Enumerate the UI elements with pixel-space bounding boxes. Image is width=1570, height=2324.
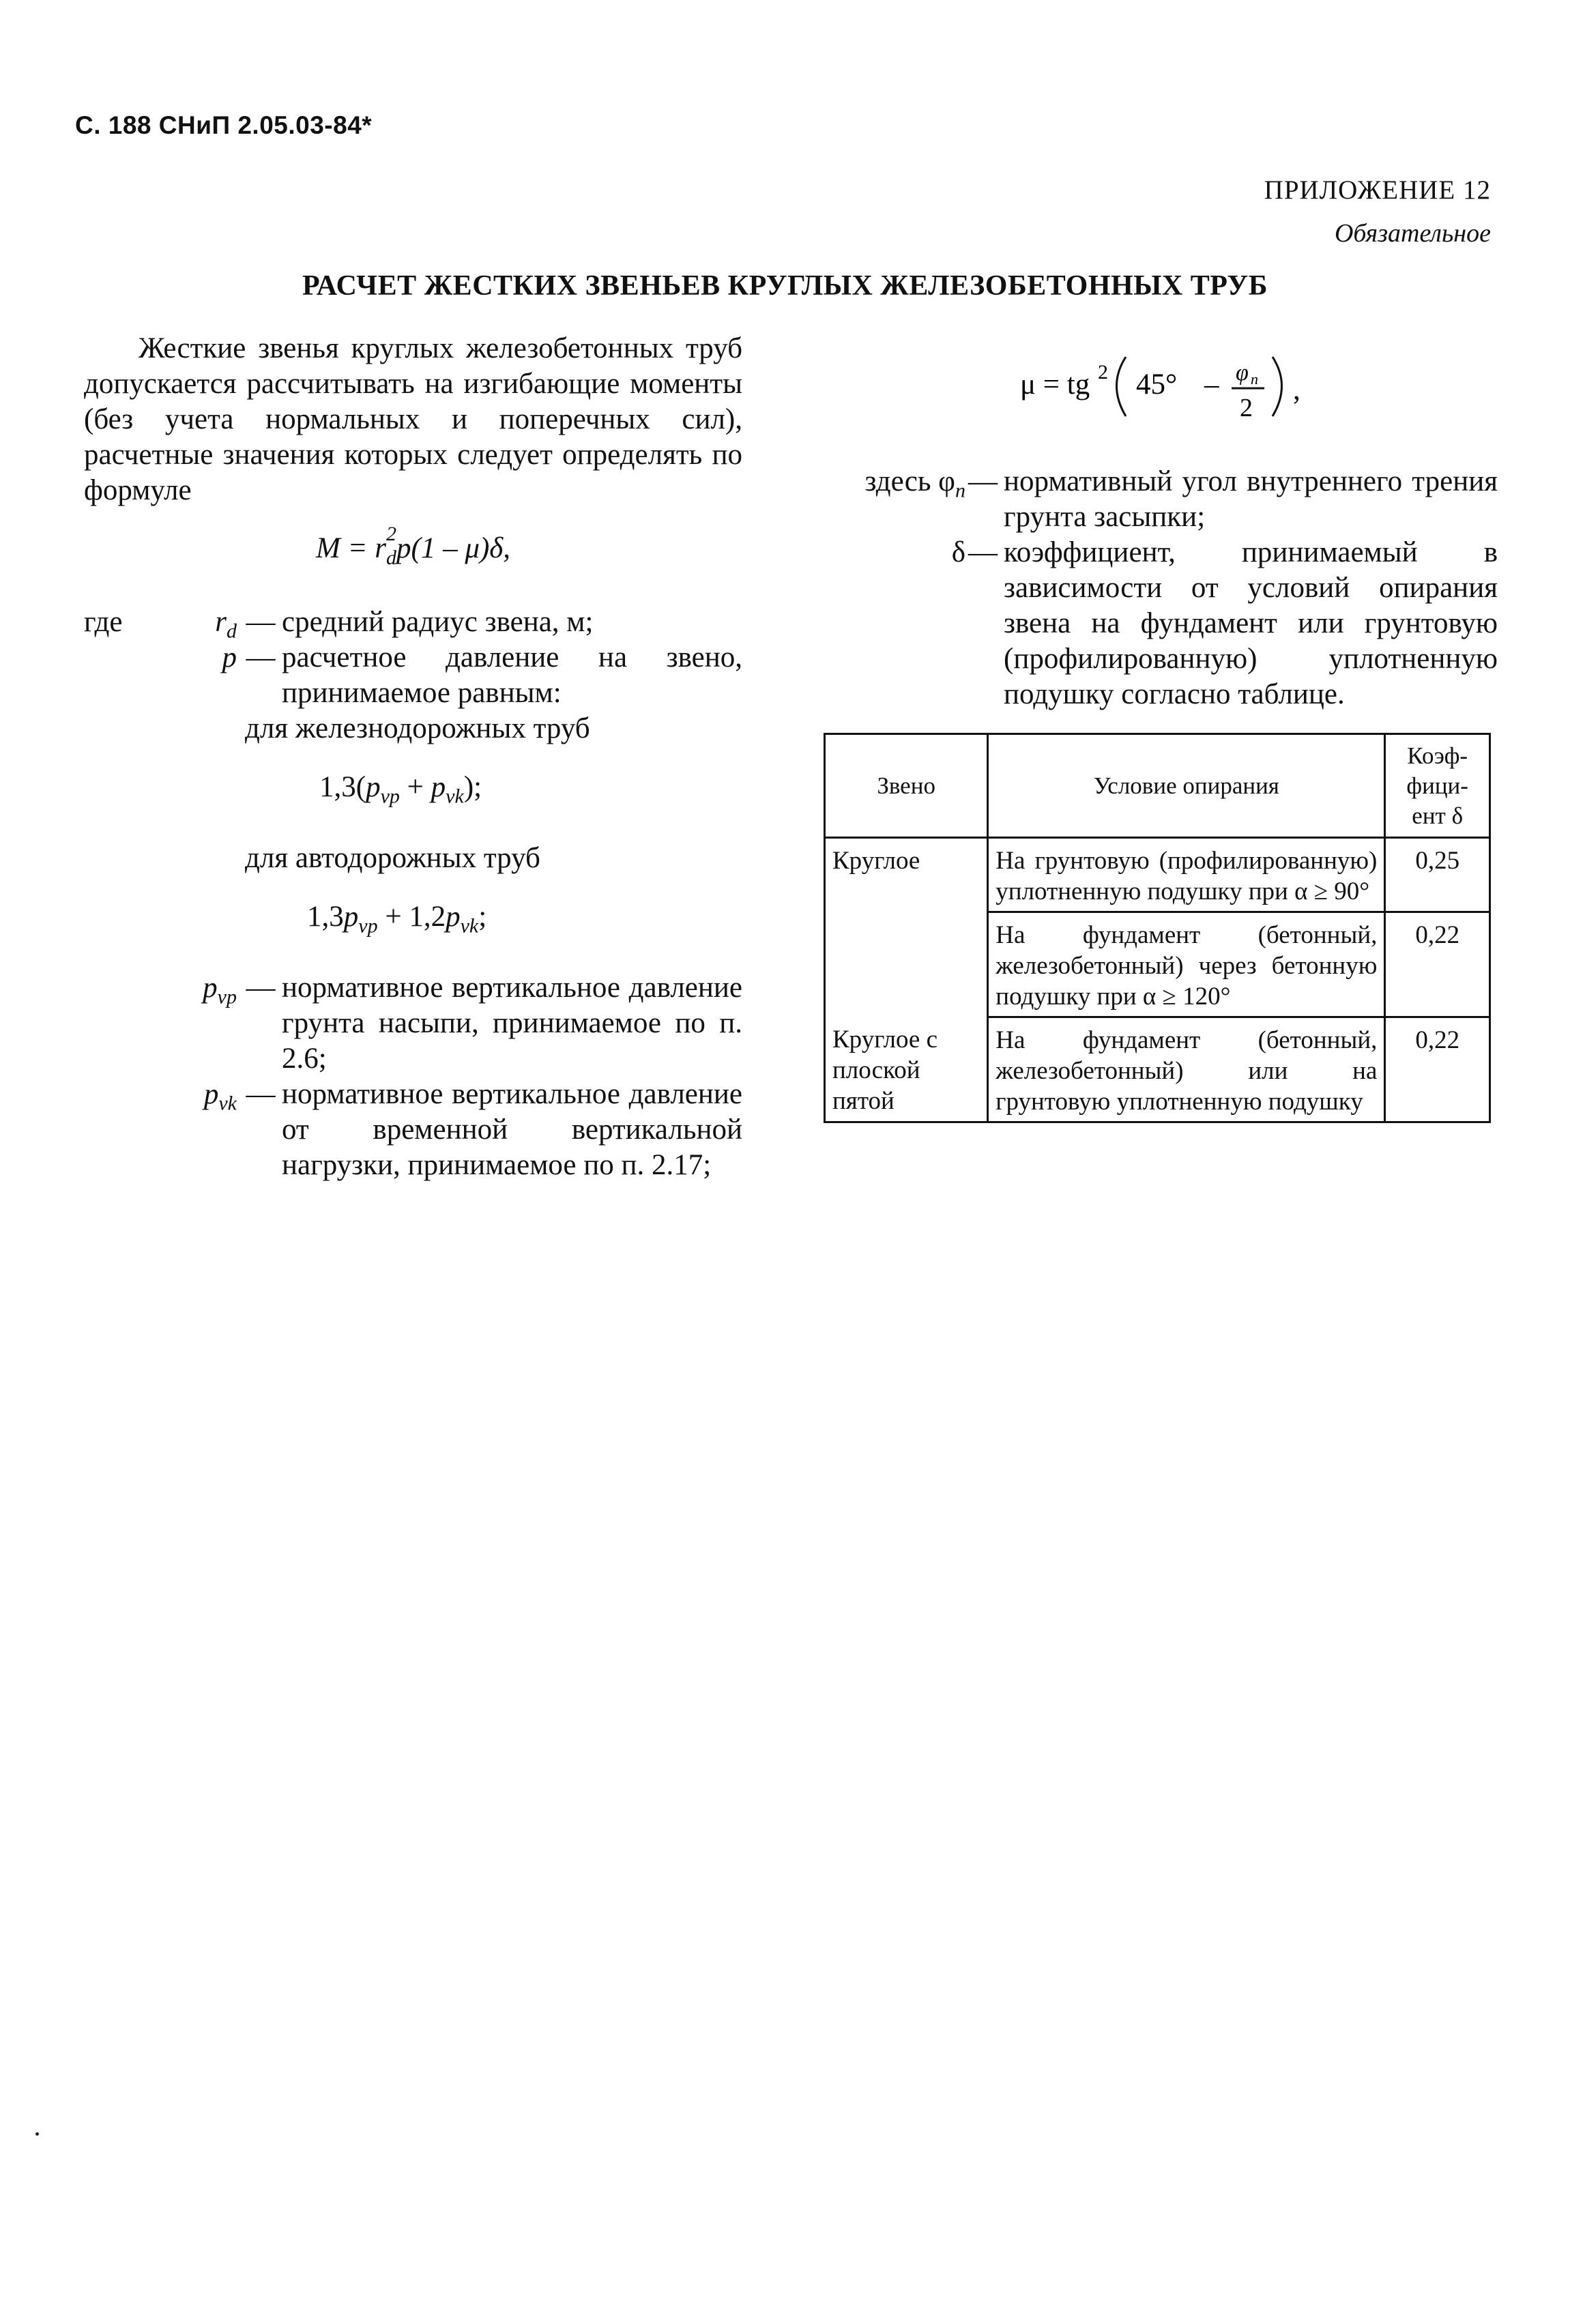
formula-m-sup: 2 (386, 522, 397, 545)
def-phi: здесь $\varphi_n$ — нормативный угол внутреннего трения грунта засыпки; (822, 464, 1498, 535)
formula-m-lhs: M = r (315, 532, 387, 564)
formula-m-sub: 2 d (386, 542, 396, 570)
svg-text:–: – (1204, 368, 1219, 401)
right-paren (1273, 357, 1282, 416)
def-pvk-symbol: $p_{vk}$ (203, 1078, 237, 1115)
header-condition: Условие опирания (988, 734, 1385, 838)
def-phi-text: нормативный угол внутреннего трения грунта засыпки; (1004, 465, 1498, 533)
def-p-symbol: p (222, 641, 237, 673)
rail-formula: $1,3(p_{vp} + p_{vk})$; (319, 771, 482, 808)
def-p-text: расчетное давление на звено, принимаемое равным: (282, 641, 742, 709)
cell-link: Круглое с плоской пятой (825, 1017, 988, 1122)
road-label: для автодорожных труб (245, 842, 540, 874)
page-title: РАСЧЕТ ЖЕСТКИХ ЗВЕНЬЕВ КРУГЛЫХ ЖЕЛЕЗОБЕТОННЫХ ТРУБ (302, 270, 1268, 302)
road-formula: $1,3p_{vp} + 1,2p_{vk}$; (307, 901, 487, 938)
def-rd-text: средний радиус звена, м; (282, 606, 594, 638)
def-pvp: $p_{vp}$ — нормативное вертикальное давление грунта насыпи, принимаемое по п. 2.6; (84, 970, 742, 1077)
rail-label: для железнодорожных труб (245, 712, 590, 744)
appendix-label: ПРИЛОЖЕНИЕ 12 (1264, 175, 1491, 205)
scan-speck (35, 2132, 39, 2136)
cell-condition: На фундамент (бетонный, железобетонный) или на грунтовую уплотненную подушку (988, 1017, 1385, 1122)
def-rd: где $r_d$ — средний радиус звена, м; (84, 605, 742, 650)
def-delta-text: коэффициент, принимаемый в зависимости от условий опирания звена на фундамент или грунтовую (профилированную) уплотненную подушку согласно таблице. (1004, 536, 1498, 710)
def-delta-label: δ (951, 536, 965, 568)
table-row (825, 838, 1490, 912)
svg-text:μ = tg: μ = tg (1020, 368, 1090, 401)
formula-m-rhs: p(1 – μ)δ, (396, 532, 511, 564)
left-paren (1117, 357, 1126, 416)
def-rd-symbol: $r_d$ (215, 606, 237, 643)
svg-text:φ: φ (1236, 360, 1249, 386)
svg-text:,: , (1293, 374, 1300, 406)
table-header-row (825, 734, 1490, 838)
header-link: Звено (825, 734, 988, 838)
page-header: С. 188 СНиП 2.05.03-84* (75, 111, 373, 139)
cell-coef: 0,22 (1385, 912, 1490, 1017)
def-pvk: $p_{vk}$ — нормативное вертикальное давление от временной вертикальной нагрузки, принимаемое по п. 2.17; (84, 1077, 742, 1183)
svg-text:45°: 45° (1136, 368, 1178, 401)
cell-link (825, 912, 988, 1017)
table-row (825, 912, 1490, 1017)
def-pvp-text: нормативное вертикальное давление грунта насыпи, принимаемое по п. 2.6; (282, 972, 742, 1075)
moment-formula (84, 522, 742, 576)
coefficient-table (824, 733, 1491, 1123)
svg-text:2: 2 (1098, 361, 1108, 383)
cell-coef: 0,22 (1385, 1017, 1490, 1122)
cell-link: Круглое (825, 838, 988, 912)
def-pvp-symbol: $p_{vp}$ (203, 972, 237, 1008)
cell-condition: На фундамент (бетонный, железобетонный) через бетонную подушку при α ≥ 120° (988, 912, 1385, 1017)
where-label: где (84, 606, 123, 638)
cell-coef: 0,25 (1385, 838, 1490, 912)
intro-paragraph: Жесткие звенья круглых железобетонных труб допускается рассчитывать на изгибающие моменты (без учета нормальных и поперечных сил), расчетные значения которых следует определять по формуле (84, 332, 742, 506)
svg-text:2: 2 (1240, 394, 1253, 422)
def-pvk-text: нормативное вертикальное давление от временной вертикальной нагрузки, принимаемое по п. 2.17; (282, 1078, 742, 1181)
header-coef: Коэф- фици- ент δ (1385, 734, 1490, 838)
mu-formula (822, 345, 1498, 426)
table-row (825, 1017, 1490, 1122)
def-p: p — расчетное давление на звено, принимаемое равным: (84, 640, 742, 711)
svg-text:n: n (1251, 371, 1258, 388)
mandatory-label: Обязательное (1334, 219, 1491, 248)
def-delta: δ — коэффициент, принимаемый в зависимости от условий опирания звена на фундамент или грунтовую (профилированную) уплотненную подушку согласно таблице. (822, 535, 1498, 712)
def-phi-label: здесь $\varphi_n$ (864, 465, 965, 502)
cell-condition: На грунтовую (профилированную) уплотненную подушку при α ≥ 90° (988, 838, 1385, 912)
